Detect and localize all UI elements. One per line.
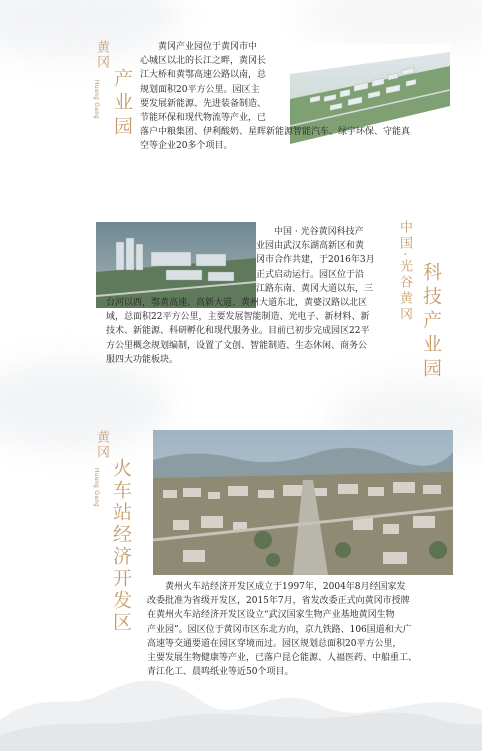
section1-body bbox=[140, 40, 460, 154]
section1-title: 产业园 bbox=[111, 68, 133, 140]
section1-place: 黄冈 bbox=[94, 40, 109, 70]
section1-line-5: 要发展新能源、先进装备制造、 bbox=[140, 98, 267, 109]
section2-line-8: 技术、新能源、科研孵化和现代服务业。目前已初步完成园区22平 bbox=[106, 326, 370, 337]
section2-line-4: 正式启动运行。园区位于沿 bbox=[256, 269, 365, 280]
section2-line-5: 江路东南、黄冈大道以东，三 bbox=[256, 283, 374, 294]
section1-line-4: 规划面积20平方公里。园区主 bbox=[140, 84, 260, 95]
section3-body bbox=[147, 580, 463, 679]
section3-line-4: 产业园”。园区位于黄冈市区东北方向，京九铁路、106国道和大广 bbox=[147, 624, 412, 635]
section1-line-7: 落户中粮集团、伊利酸奶、星晖新能源智能汽车、绿宇环保、守能真 bbox=[140, 127, 411, 138]
section3-title: 火车站经济开发区 bbox=[110, 458, 132, 634]
section3-line-2: 改委批准为省级开发区，2015年7月，省发改委正式向黄冈市授牌 bbox=[147, 596, 410, 607]
section2-line-6: 台河以西，鄂黄高速、高新大道、黄州大道东北，黄婆汉路以北区 bbox=[106, 298, 368, 309]
section2-line-3: 冈市合作共建，于2016年3月 bbox=[256, 255, 375, 266]
section2-line-10: 服四大功能板块。 bbox=[106, 354, 179, 365]
section3-place: 黄冈 bbox=[94, 430, 109, 460]
section3-line-5: 高速等交通要道在园区穿境而过。园区规划总面积20平方公里， bbox=[147, 638, 402, 649]
section2-line-1: 中国 · 光谷黄冈科技产 bbox=[274, 227, 364, 237]
section3-line-6: 主要发展生物健康等产业，已落户昆仑能源、人福医药、中船重工、 bbox=[147, 653, 418, 664]
section2-line-2: 业园由武汉东湖高新区和黄 bbox=[256, 241, 365, 252]
section3-line-3: 在黄州火车站经济开发区设立“武汉国家生物产业基地黄冈生物 bbox=[147, 610, 395, 621]
ink-mist-middle bbox=[0, 360, 170, 450]
section2-line-9: 方公里概念规划编制，设置了文创、智能制造、生态休闲、商务公 bbox=[106, 340, 368, 351]
section1-line-8: 空等企业20多个项目。 bbox=[140, 141, 233, 152]
section1-line-6: 节能环保和现代物流等产业，已 bbox=[140, 113, 267, 124]
section2-title: 科技产业园 bbox=[420, 262, 442, 382]
section2-place: 中国·光谷黄冈 bbox=[397, 220, 412, 324]
section1-line-3: 江大桥和黄鄂高速公路以南，总 bbox=[140, 70, 267, 81]
section3-line-1: 黄州火车站经济开发区成立于1997年，2004年8月经国家发 bbox=[165, 582, 406, 592]
section3-line-7: 青江化工、晨鸣纸业等近50个项目。 bbox=[147, 667, 294, 678]
section3-pinyin: Huang Gang bbox=[93, 468, 99, 508]
section1-pinyin: Huang Gang bbox=[93, 80, 99, 120]
section2-body bbox=[106, 225, 382, 367]
section1-line-2: 心城区以北的长江之畔，黄冈长 bbox=[140, 56, 267, 67]
section1-line-1: 黄冈产业园位于黄冈市中 bbox=[158, 42, 258, 52]
section3-city-aerial-photo bbox=[153, 430, 453, 575]
section2-line-7: 域，总面积22平方公里，主要发展智能制造、光电子、新材料、新 bbox=[106, 312, 370, 323]
